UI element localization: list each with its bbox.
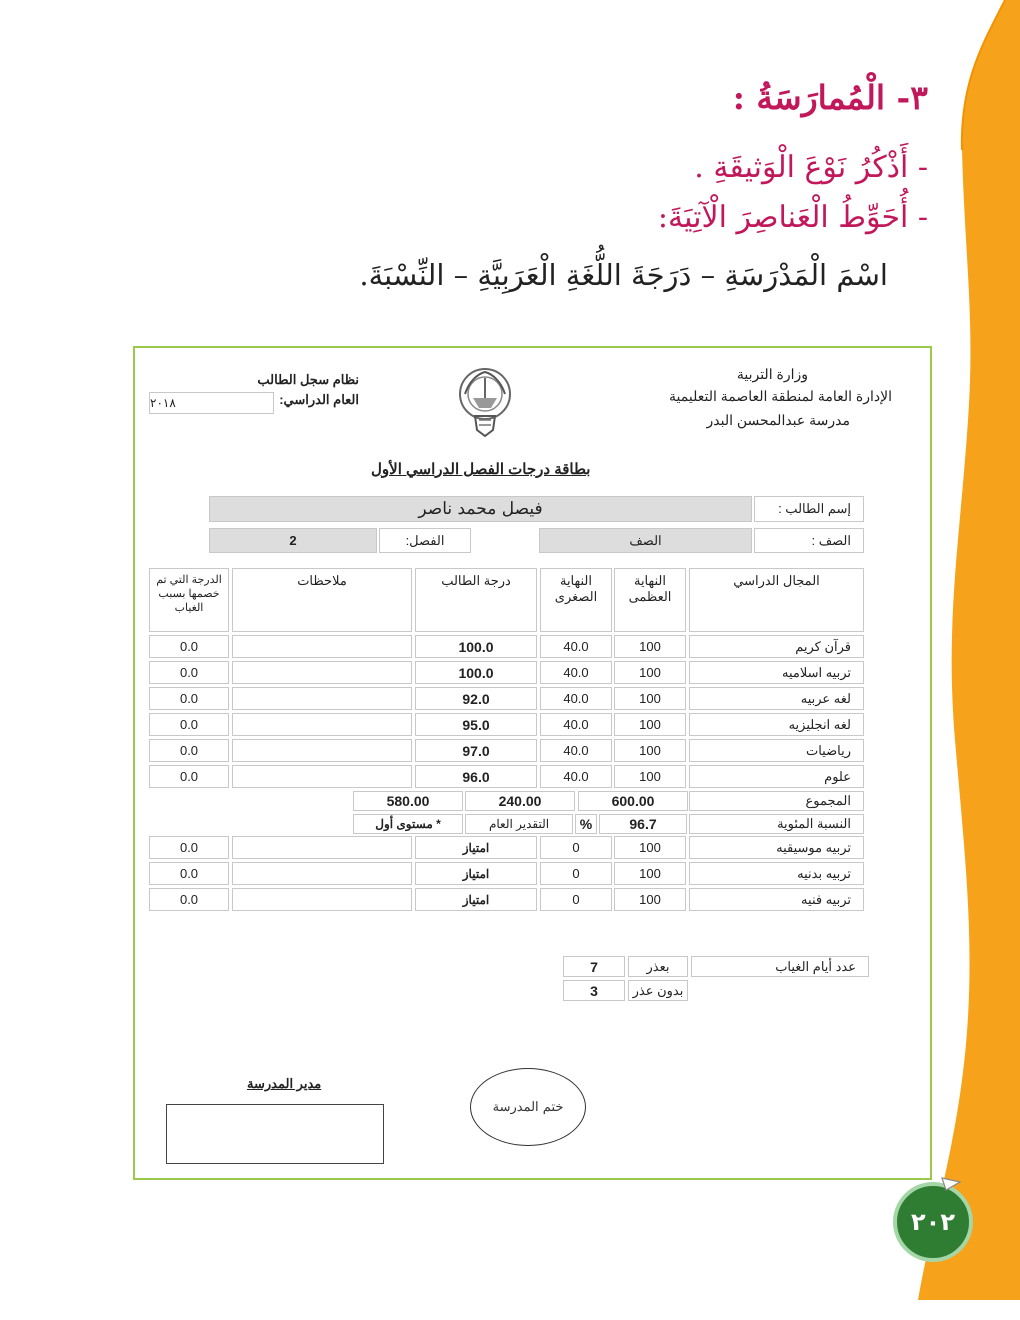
table-row-max (614, 888, 686, 911)
table-row-min (540, 739, 612, 762)
cell-text: 100 (639, 866, 661, 881)
ministry-name: وزارة التربية (736, 366, 808, 382)
report-card-document (133, 346, 932, 1180)
cell-text: 0.0 (179, 840, 199, 855)
page-number-badge (893, 1182, 973, 1262)
table-row-deducted (149, 836, 229, 859)
total-label: المجموع (805, 793, 851, 808)
unexcused-label-cell (628, 980, 688, 1001)
header-subject-text: المجال الدراسي (733, 573, 820, 588)
absence-label: عدد أيام الغياب (775, 958, 856, 974)
percent-label: النسبة المئوية (777, 816, 851, 831)
cell-text: 96.0 (462, 768, 490, 785)
percent-sign-text: % (579, 816, 593, 832)
cell-text: تربيه اسلاميه (781, 664, 851, 680)
unexcused-value (563, 980, 625, 1001)
cell-text: 0 (572, 892, 580, 907)
section-value: 2 (289, 533, 297, 548)
cell-text: 0.0 (179, 743, 199, 758)
cell-text: تربيه فنيه (801, 891, 851, 907)
table-row-max (614, 739, 686, 762)
table-row-notes (232, 739, 412, 762)
unexcused-label: بدون عذر (632, 982, 684, 998)
table-row-max (614, 862, 686, 885)
table-row-notes (232, 661, 412, 684)
cell-text: 100 (639, 691, 661, 706)
cell-text: 100 (639, 665, 661, 680)
cell-text: علوم (824, 768, 851, 784)
header-subject (689, 568, 864, 632)
total-score (353, 791, 463, 811)
kuwait-emblem-icon (457, 364, 513, 438)
table-row-score (415, 713, 537, 736)
school-name: مدرسة عبدالمحسن البدر (706, 412, 850, 428)
cell-text: امتياز (462, 866, 490, 881)
table-row-score (415, 862, 537, 885)
table-row-deducted (149, 862, 229, 885)
system-title: نظام سجل الطالب (257, 372, 359, 387)
cell-text: 100 (639, 743, 661, 758)
percent-label-cell (689, 814, 864, 834)
cell-text: 0.0 (179, 866, 199, 881)
header-notes (232, 568, 412, 632)
section-label: الفصل: (405, 532, 445, 548)
task-circle-elements: - أُحَوِّطُ الْعَناصِرَ الْآتِيَةَ: (657, 200, 928, 235)
table-row-subject (689, 713, 864, 736)
table-row-deducted (149, 888, 229, 911)
cell-text: 40.0 (563, 639, 589, 654)
table-row-max (614, 836, 686, 859)
absence-label-cell (691, 956, 869, 977)
percent-value (599, 814, 687, 834)
cell-text: 100 (639, 892, 661, 907)
cell-text: 100.0 (458, 664, 494, 681)
total-min-text: 240.00 (498, 793, 542, 809)
header-max (614, 568, 686, 632)
student-label: إسم الطالب : (778, 501, 851, 516)
excused-value (563, 956, 625, 977)
pencil-tip-icon (940, 1176, 962, 1192)
total-min (465, 791, 575, 811)
table-row-min (540, 765, 612, 788)
table-row-min (540, 661, 612, 684)
table-row-subject (689, 888, 864, 911)
elements-list: اسْمَ الْمَدْرَسَةِ – دَرَجَةَ اللُّغَةِ الْعَرَبِيَّةِ – النِّسْبَةَ. (359, 258, 888, 292)
table-row-min (540, 836, 612, 859)
cell-text: 40.0 (563, 743, 589, 758)
percent-value-text: 96.7 (629, 816, 657, 832)
overall-label-cell (465, 814, 573, 834)
table-row-deducted (149, 661, 229, 684)
table-row-notes (232, 888, 412, 911)
header-min-text: النهاية الصغرى (554, 573, 598, 604)
table-row-min (540, 635, 612, 658)
overall-value (353, 814, 463, 834)
cell-text: لغه انجليزيه (788, 716, 851, 732)
table-row-score (415, 888, 537, 911)
table-row-score (415, 635, 537, 658)
cell-text: لغه عربيه (800, 690, 851, 706)
student-label-cell (754, 496, 864, 522)
cell-text: 100 (639, 840, 661, 855)
total-score-text: 580.00 (386, 793, 430, 809)
total-max-text: 600.00 (611, 793, 655, 809)
unexcused-value-text: 3 (590, 982, 598, 999)
table-row-subject (689, 836, 864, 859)
table-row-deducted (149, 687, 229, 710)
card-title: بطاقة درجات الفصل الدراسي الأول (371, 461, 591, 478)
cell-text: 100 (639, 639, 661, 654)
cell-text: امتياز (462, 892, 490, 907)
school-stamp (470, 1068, 586, 1146)
table-row-score (415, 661, 537, 684)
year-value (149, 392, 274, 414)
table-row-min (540, 713, 612, 736)
header-score-text: درجة الطالب (441, 573, 511, 588)
header-notes-text: ملاحظات (297, 573, 347, 588)
table-row-max (614, 713, 686, 736)
practice-title: ٣- الْمُمارَسَةُ : (732, 78, 928, 117)
cell-text: امتياز (462, 840, 490, 855)
header-deducted-text: الدرجة التي تم خصمها بسبب الغياب (156, 574, 222, 614)
cell-text: 0.0 (179, 717, 199, 732)
cell-text: 0.0 (179, 892, 199, 907)
overall-label: التقدير العام (488, 817, 550, 831)
header-max-text: النهاية العظمى (628, 573, 672, 604)
cell-text: قرآن كريم (795, 638, 851, 654)
cell-text: 92.0 (462, 690, 490, 707)
total-max (578, 791, 688, 811)
table-row-score (415, 765, 537, 788)
student-name-field (209, 496, 752, 522)
cell-text: رياضيات (805, 742, 851, 758)
section-label-cell (379, 528, 471, 553)
cell-text: 100 (639, 717, 661, 732)
header-score (415, 568, 537, 632)
cell-text: 40.0 (563, 769, 589, 784)
overall-value-text: * مستوى أول (375, 817, 441, 831)
header-deducted (149, 568, 229, 632)
table-row-notes (232, 635, 412, 658)
table-row-notes (232, 765, 412, 788)
table-row-score (415, 836, 537, 859)
table-row-notes (232, 862, 412, 885)
cell-text: 0.0 (179, 691, 199, 706)
cell-text: 40.0 (563, 691, 589, 706)
total-label-cell (689, 791, 864, 811)
principal-signature-box (166, 1104, 384, 1164)
stamp-label: ختم المدرسة (492, 1099, 564, 1115)
table-row-deducted (149, 765, 229, 788)
table-row-max (614, 635, 686, 658)
cell-text: 0 (572, 840, 580, 855)
table-row-min (540, 687, 612, 710)
cell-text: 0.0 (179, 769, 199, 784)
table-row-min (540, 888, 612, 911)
cell-text: تربيه موسيقيه (776, 839, 851, 855)
table-row-subject (689, 635, 864, 658)
cell-text: 0 (572, 866, 580, 881)
cell-text: 40.0 (563, 665, 589, 680)
directorate-name: الإدارة العامة لمنطقة العاصمة التعليمية (669, 388, 892, 404)
year-value-text: ٢٠١٨ (150, 396, 176, 410)
table-row-subject (689, 765, 864, 788)
table-row-max (614, 765, 686, 788)
principal-label: مدير المدرسة (247, 1076, 322, 1091)
table-row-deducted (149, 713, 229, 736)
table-row-min (540, 862, 612, 885)
table-row-subject (689, 739, 864, 762)
table-row-deducted (149, 635, 229, 658)
cell-text: 100 (639, 769, 661, 784)
grade-value-field (539, 528, 752, 553)
header-min (540, 568, 612, 632)
cell-text: 0.0 (179, 639, 199, 654)
excused-label: بعذر (646, 958, 670, 974)
excused-label-cell (628, 956, 688, 977)
section-value-field (209, 528, 377, 553)
task-document-type: - أَذْكُرُ نَوْعَ الْوَثيقَةِ . (694, 150, 928, 185)
table-row-score (415, 739, 537, 762)
table-row-notes (232, 687, 412, 710)
cell-text: 100.0 (458, 638, 494, 655)
percent-sign (575, 814, 597, 834)
table-row-subject (689, 661, 864, 684)
cell-text: 95.0 (462, 716, 490, 733)
table-row-notes (232, 836, 412, 859)
table-row-score (415, 687, 537, 710)
student-name: فيصل محمد ناصر (418, 499, 543, 519)
table-row-max (614, 661, 686, 684)
cell-text: 40.0 (563, 717, 589, 732)
grade-label: الصف : (811, 532, 851, 548)
table-row-max (614, 687, 686, 710)
cell-text: 97.0 (462, 742, 490, 759)
year-label: العام الدراسي: (279, 392, 359, 407)
grade-value: الصف (629, 532, 662, 548)
table-row-subject (689, 687, 864, 710)
cell-text: 0.0 (179, 665, 199, 680)
excused-value-text: 7 (590, 958, 598, 975)
page-number: ٢٠٢ (911, 1208, 955, 1236)
table-row-subject (689, 862, 864, 885)
cell-text: تربيه بدنيه (797, 865, 851, 881)
table-row-notes (232, 713, 412, 736)
table-row-deducted (149, 739, 229, 762)
grade-label-cell (754, 528, 864, 553)
